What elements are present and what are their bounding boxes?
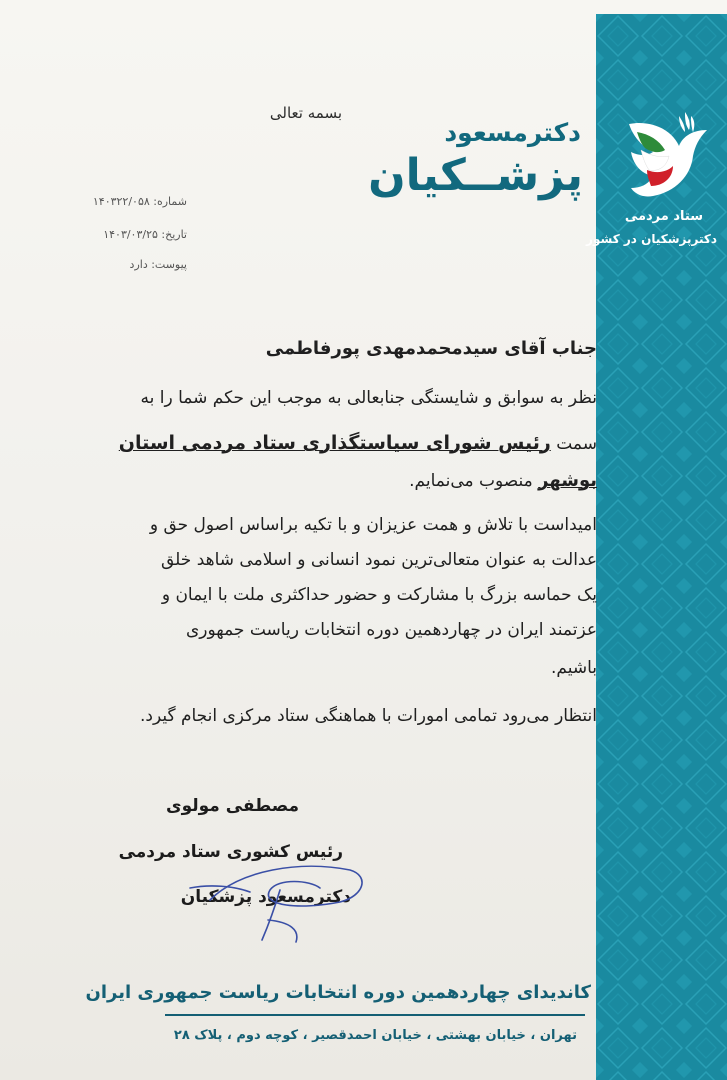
letter-number: شماره: ۱۴۰۳۲۲/۰۵۸ [92,195,187,208]
letter-date: تاریخ: ۱۴۰۳/۰۳/۲۵ [103,228,187,241]
salutation: بسمه تعالی [269,104,342,122]
province-name: بوشهر [538,470,597,491]
letterhead-title-big: پزشــکیان [368,150,583,201]
body-line: نظر به سوابق و شایستگی جنابعالی به موجب این حکم شما را به [140,388,597,408]
body-text: سمت [556,434,597,454]
body-line: عدالت به عنوان متعالی‌ترین نمود انسانی و اسلامی شاهد خلق [161,550,597,570]
body-line-closing: انتظار می‌رود تمامی امورات با هماهنگی ستاد مرکزی انجام گیرد. [139,706,597,726]
signatory-organization: دکترمسعود پزشکیان [180,887,351,907]
footer-candidate-line: کاندیدای چهاردهمین دوره انتخابات ریاست جمهوری ایران [85,982,591,1003]
signatory-title: رئیس کشوری ستاد مردمی [118,842,343,862]
body-line: باشیم. [550,658,597,678]
band-heading: ستاد مردمی [624,209,703,224]
footer-address: تهران ، خیابان بهشتی ، خیابان احمدقصیر ، کوچه دوم ، پلاک ۲۸ [173,1028,577,1043]
position-title: رئیس شورای سیاستگذاری ستاد مردمی استان [118,432,551,454]
footer-divider [165,1014,585,1016]
signatory-name: مصطفی مولوی [166,796,299,816]
body-text: منصوب می‌نمایم. [409,471,533,491]
body-line: عزتمند ایران در چهاردهمین دوره انتخابات ریاست جمهوری [185,620,597,640]
handwritten-signature [150,830,390,950]
body-line: یک حماسه بزرگ با مشارکت و حضور حداکثری ملت با ایمان و [161,585,597,605]
body-line: امیداست با تلاش و همت عزیزان و با تکیه براساس اصول حق و [149,515,597,535]
dove-with-flag-logo [619,110,713,202]
letter-attachment: پیوست: دارد [129,258,187,271]
band-subheading: دکترپزشکیان در کشور [586,232,717,246]
body-line-position [119,432,597,454]
recipient: جناب آقای سیدمحمدمهدی پورفاطمی [265,338,597,359]
body-line-province [409,470,597,491]
letterhead-title-small: دکترمسعود [444,118,581,147]
